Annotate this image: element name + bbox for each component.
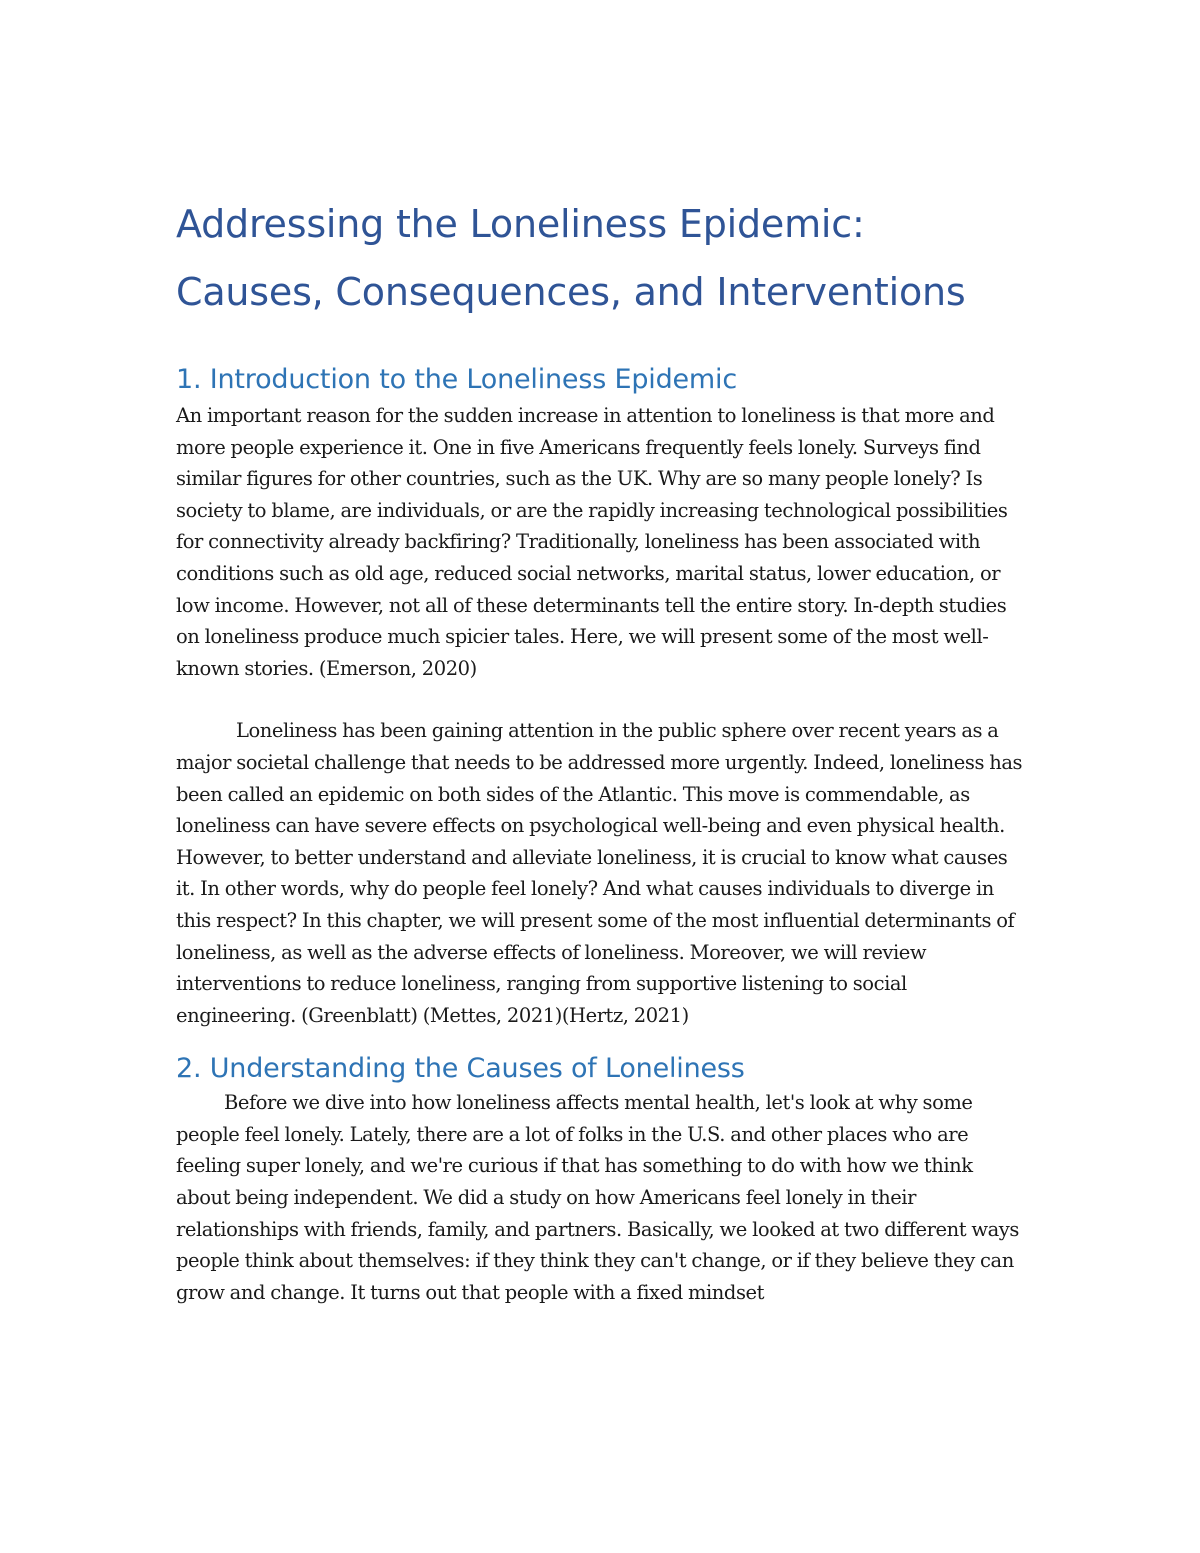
section-heading-causes: 2. Understanding the Causes of Loneliness (176, 1053, 745, 1085)
document-body (176, 190, 1026, 1308)
paragraph-intro-2: Loneliness has been gaining attention in the public sphere over recent years as a major societal challenge that needs to be addressed more urgently. Indeed, loneliness has been called an epidemic on both sides of the Atlantic. This move is commendable, as loneliness can have severe effects on psychological well-being and even physical health. However, to better understand and alleviate loneliness, it is crucial to know what causes it. In other words, why do people feel lonely? And what causes individuals to diverge in this respect? In this chapter, we will present some of the most influential determinants of loneliness, as well as the adverse effects of loneliness. Moreover, we will review interventions to reduce loneliness, ranging from supportive listening to social engineering. (Greenblatt) (Mettes, 2021)(Hertz, 2021) (176, 719, 1023, 1027)
title-line-2: Causes, Consequences, and Interventions (176, 270, 966, 314)
document-title (176, 190, 1026, 326)
section-heading-introduction: 1. Introduction to the Loneliness Epidemic (176, 364, 737, 395)
paragraph-causes-1: Before we dive into how loneliness affects mental health, let's look at why some people feel lonely. Lately, there are a lot of folks in the U.S. and other places who are feeling super lonely, and we're curious if that has something to do with how we think about being independent. We did a study on how Americans feel lonely in their relationships with friends, family, and partners. Basically, we looked at two different ways people think about themselves: if they think they can't change, or if they believe they can grow and change. It turns out that people with a fixed mindset (176, 1091, 1019, 1304)
paragraph-intro-1: An important reason for the sudden increase in attention to loneliness is that more and more people experience it. One in five Americans frequently feels lonely. Surveys find similar figures for other countries, such as the UK. Why are so many people lonely? Is society to blame, are individuals, or are the rapidly increasing technological possibilities for connectivity already backfiring? Traditionally, loneliness has been associated with conditions such as old age, reduced social networks, marital status, lower education, or low income. However, not all of these determinants tell the entire story. In-depth studies on loneliness produce much spicier tales. Here, we will present some of the most well-known stories. (Emerson, 2020) (176, 404, 1008, 680)
title-line-1: Addressing the Loneliness Epidemic: (176, 202, 865, 246)
